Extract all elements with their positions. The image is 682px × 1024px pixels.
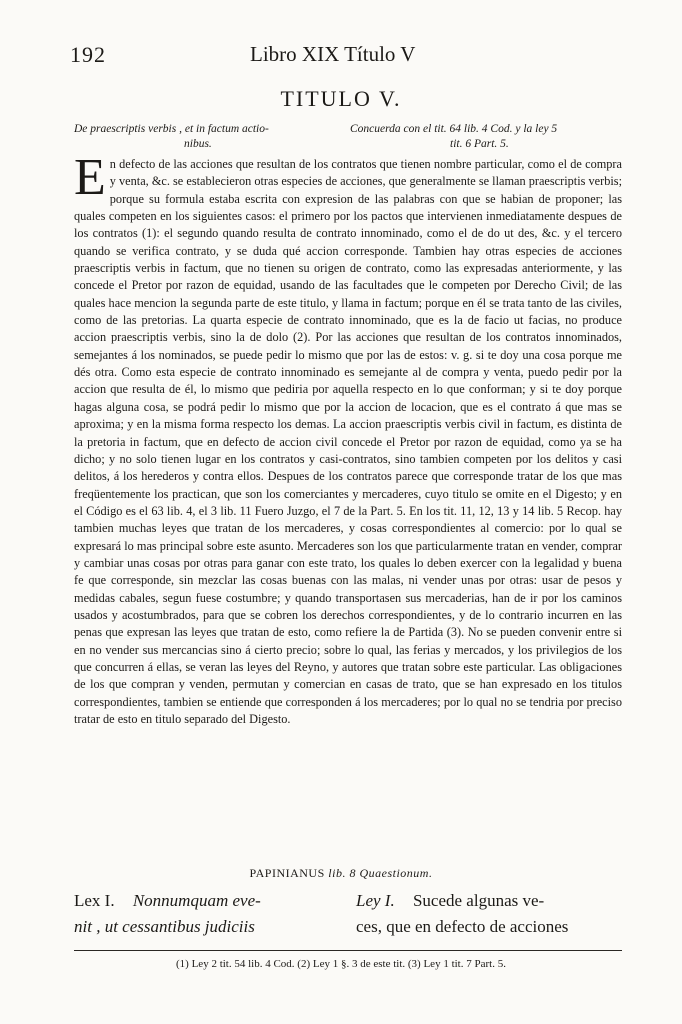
page-number: 192	[70, 42, 106, 67]
latin-subtitle-line1: De praescriptis verbis , et in factum actio-	[74, 123, 269, 135]
concordance-line2: tit. 6 Part. 5.	[450, 138, 509, 150]
latin-subtitle	[74, 122, 344, 152]
concordance-line1: Concuerda con el tit. 64 lib. 4 Cod. y la ley 5	[350, 123, 558, 135]
spanish-law-line2: ces, que en defecto de acciones	[356, 917, 569, 936]
drop-cap: E	[74, 149, 106, 206]
ley-label: Ley I.	[356, 891, 395, 910]
body-paragraph	[74, 149, 622, 728]
latin-law-line1: Nonnumquam eve-	[132, 891, 261, 910]
footnotes: (1) Ley 2 tit. 54 lib. 4 Cod. (2) Ley 1 §. 3 de este tit. (3) Ley 1 tit. 7 Part. 5.	[176, 958, 506, 970]
latin-subtitle-line2: nibus.	[184, 138, 212, 150]
running-title: Libro XIX Título V	[250, 42, 416, 66]
spanish-law-column	[356, 888, 622, 940]
running-head	[70, 42, 630, 72]
section-title: TITULO V.	[280, 86, 402, 111]
source-author: PAPINIANUS	[249, 866, 325, 880]
source-reference: lib. 8 Quaestionum.	[328, 866, 433, 880]
concordance-note	[350, 122, 620, 152]
spanish-law-line1: Sucede algunas ve-	[412, 891, 545, 910]
source-attribution	[0, 866, 682, 881]
footnote-divider	[74, 950, 622, 951]
body-text: n defecto de las acciones que resultan de los contratos que tienen nombre particular, como el de compra y venta, &c. se establecieron otras especies de acciones, que generalmente se llaman praescriptis verbis; porque su formula estaba escrita con expresion de las palabras con que se habian de proponer; las quales competen en los siguientes casos: el primero por los pactos que intervienen inmediatamente despues de los contratos (1): el segundo quando resulta de contrato innominado, como el de do ut des, &c. y el tercero quando se verifica contrato, y se duda qué accion corresponde. Tambien hay otras especies de acciones praescriptis verbis in factum, que no tienen su origen de contrato, como las expresadas anteriormente, y las concede el Pretor por razon de equidad, usando de las facultades que le competen por Derecho Civil; de las quales hace mencion la segunda parte de este titulo, y llama in factum; porque en él se trata tanto de las civiles, como de las pretorias. La quarta especie de contrato innominado, que es la de facio ut facias, no produce accion praescriptis verbis, sino la de dolo (2). Por las acciones que resultan de los contratos innominados, semejantes á los nominados, se puede pedir lo mismo que por las de estos: v. g. si te doy una cosa porque me dés otra. Como esta especie de contrato innominado es semejante al de compra y venta, puedo pedir por la accion que resulta de él, lo mismo que pediria por aquella respecto en lo que conforman; y si te doy porque hagas alguna cosa, se podrá pedir lo mismo que por la accion de locacion, que es el contrato á que mas se aproxima; y en la misma forma respecto los demas. La accion praescriptis verbis civil in factum, es distinta de la pretoria in factum, que en defecto de accion civil concede el Pretor por razon de equidad, como ya se ha dicho; y no solo tienen lugar en los contratos y casi-contratos, sino tambien competen por los delitos y casi delitos, á los herederos y contra ellos. Despues de los contratos parece que corresponde tratar de los que mas freqüentemente los practican, que son los comerciantes y mercaderes, cuyo titulo se omite en el Digesto; y en el Código es el 63 lib. 4, el 3 lib. 11 Fuero Juzgo, el 7 de la Part. 5. En los tit. 11, 12, 13 y 14 lib. 5 Recop. hay tambien muchas leyes que tratan de los mercaderes, y cosas correspondientes al comercio: por lo qual se expresará lo mas principal sobre este asunto. Mercaderes son los que particularmente tratan en vender, comprar y cambiar unas cosas por otras para ganar con este trato, los quales lo deben exercer con la legalidad y buena fe que corresponde, sin mezclar las cosas buenas con las malas, ni vender unas por otras: usar de pesos y medidas cabales, segun fuese costumbre; y quando transportasen sus mercaderias, han de ir por los caminos usados y acostumbrados, para que se cobren los derechos correspondientes, y de lo contrario incurren en las penas que expresan las leyes que tratan de esto, como refiere la de Partida (3). No se pueden convenir entre si en no vender sus mercancias sino á cierto precio; sobre lo qual, las ferias y mercados, y los privilegios de los que concurren á ellas, se veran las leyes del Reyno, y autores que tratan sobre este particular. Las obligaciones de los que compran y venden, permutan y comercian en casas de trato, que se han expresado en los titulos correspondientes, tambien se entiende que corresponden á los mercaderes; por lo qual no se tendria por preciso tratar de esto en titulo separado del Digesto.	[74, 157, 622, 726]
lex-label: Lex I.	[74, 891, 115, 910]
latin-law-column	[74, 888, 344, 940]
latin-law-line2: nit , ut cessantibus judiciis	[74, 917, 255, 936]
